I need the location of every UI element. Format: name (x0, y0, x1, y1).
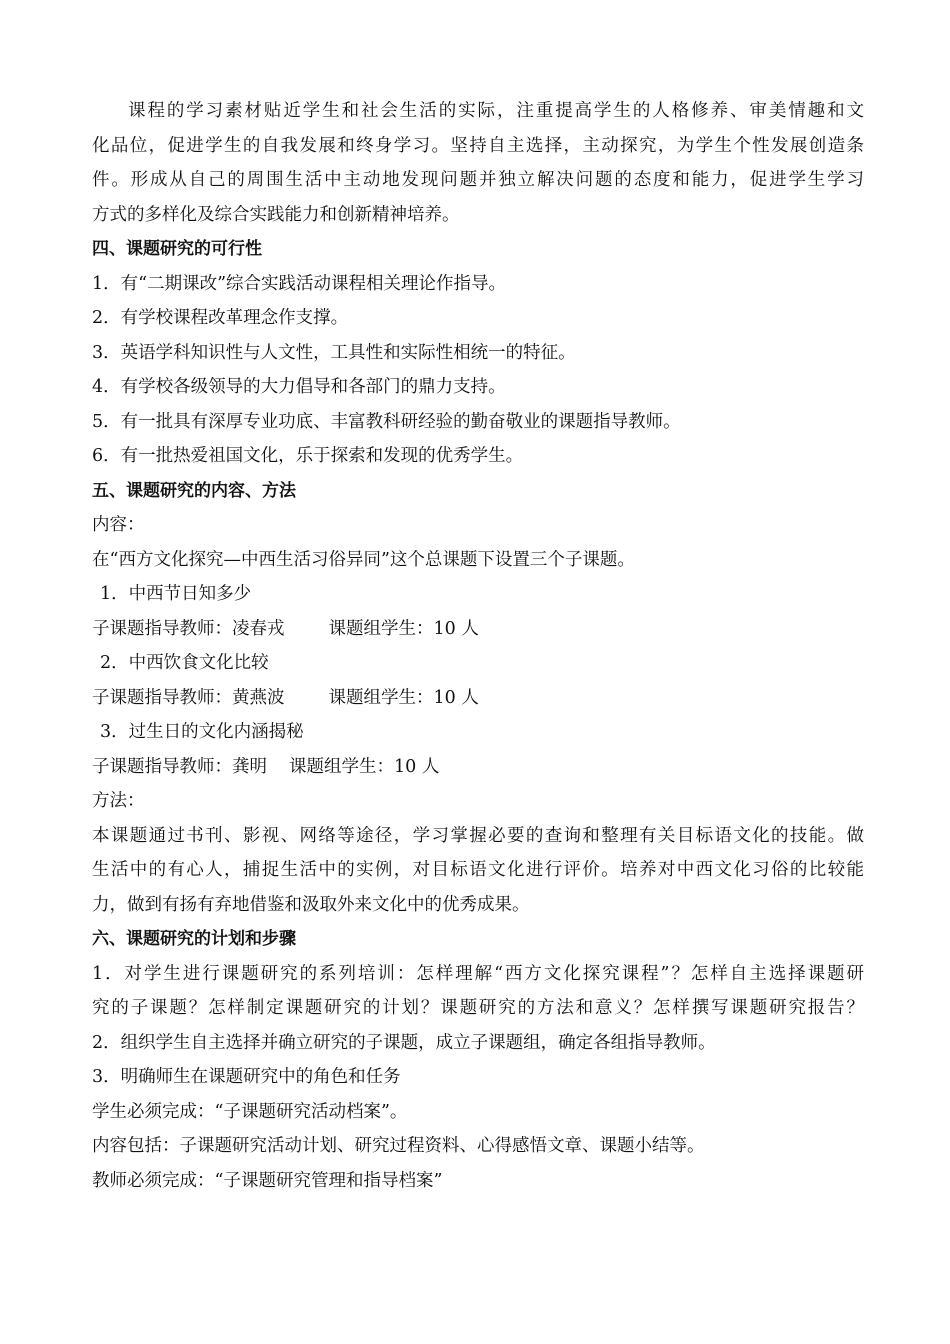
intro-paragraph (92, 94, 864, 232)
feasibility-item-5: 5．有一批具有深厚专业功底、丰富教科研经验的勤奋敬业的课题指导教师。 (92, 411, 681, 432)
subtopic-1-students: 课题组学生：10 人 (328, 618, 479, 639)
method-line-1: 本课题通过书刊、影视、网络等途径，学习掌握必要的查询和整理有关目标语文化的技能。做 (92, 825, 864, 846)
section-6-heading: 六、课题研究的计划和步骤 (92, 929, 296, 949)
plan-line-1: 1．对学生进行课题研究的系列培训：怎样理解“西方文化探究课程”？怎样自主选择课题研 (92, 963, 864, 984)
intro-line-1: 课程的学习素材贴近学生和社会生活的实际，注重提高学生的人格修养、审美情趣和文 (128, 101, 864, 121)
intro-line-2: 化品位，促进学生的自我发展和终身学习。坚持自主选择，主动探究，为学生个性发展创造条 (92, 135, 864, 156)
content-intro: 在“西方文化探究—中西生活习俗异同”这个总课题下设置三个子课题。 (92, 549, 635, 570)
feasibility-item-1: 1．有“二期课改”综合实践活动课程相关理论作指导。 (92, 273, 507, 294)
plan-line-5: 学生必须完成：“子课题研究活动档案”。 (92, 1101, 408, 1122)
section-5-heading: 五、课题研究的内容、方法 (92, 480, 296, 501)
section-4-heading: 四、课题研究的可行性 (92, 239, 262, 259)
plan-line-2: 究的子课题？怎样制定课题研究的计划？课题研究的方法和意义？怎样撰写课题研究报告？ (92, 998, 864, 1018)
method-line-3: 力，做到有扬有弃地借鉴和汲取外来文化中的优秀成果。 (92, 894, 530, 915)
plan-line-4: 3．明确师生在课题研究中的角色和任务 (92, 1067, 401, 1087)
intro-line-3: 件。形成从自己的周围生活中主动地发现问题并独立解决问题的态度和能力，促进学生学习 (92, 170, 864, 190)
subtopic-2-name: 2．中西饮食文化比较 (100, 653, 269, 673)
subtopic-2-teacher: 子课题指导教师：黄燕波 (92, 687, 285, 708)
subtopic-2-students: 课题组学生：10 人 (328, 687, 479, 708)
plan-line-3: 2．组织学生自主选择并确立研究的子课题，成立子课题组，确定各组指导教师。 (92, 1032, 716, 1053)
method-label: 方法： (92, 791, 145, 811)
feasibility-item-2: 2．有学校课程改革理念作支撑。 (92, 308, 349, 328)
subtopic-1-teacher: 子课题指导教师：凌春戎 (92, 618, 285, 639)
feasibility-item-4: 4．有学校各级领导的大力倡导和各部门的鼎力支持。 (92, 377, 506, 397)
feasibility-item-3: 3．英语学科知识性与人文性，工具性和实际性相统一的特征。 (92, 342, 576, 363)
subtopic-3-info (92, 750, 864, 785)
subtopic-1-name: 1．中西节日知多少 (100, 584, 252, 604)
subtopic-2-info (92, 681, 864, 716)
subtopic-3-teacher: 子课题指导教师：龚明 (92, 756, 267, 777)
method-line-2: 生活中的有心人，捕捉生活中的实例，对目标语文化进行评价。培养对中西文化习俗的比较能 (92, 860, 864, 880)
subtopic-3-students: 课题组学生：10 人 (289, 756, 440, 777)
subtopic-1-info (92, 612, 864, 647)
content-label: 内容： (92, 515, 145, 535)
plan-line-6: 内容包括：子课题研究活动计划、研究过程资料、心得感悟文章、课题小结等。 (92, 1136, 705, 1156)
feasibility-item-6: 6．有一批热爱祖国文化，乐于探索和发现的优秀学生。 (92, 446, 524, 466)
plan-line-7: 教师必须完成：“子课题研究管理和指导档案” (92, 1170, 443, 1191)
intro-line-4: 方式的多样化及综合实践能力和创新精神培养。 (92, 204, 460, 225)
document-page (92, 94, 864, 1198)
subtopic-3-name: 3．过生日的文化内涵揭秘 (100, 722, 304, 742)
